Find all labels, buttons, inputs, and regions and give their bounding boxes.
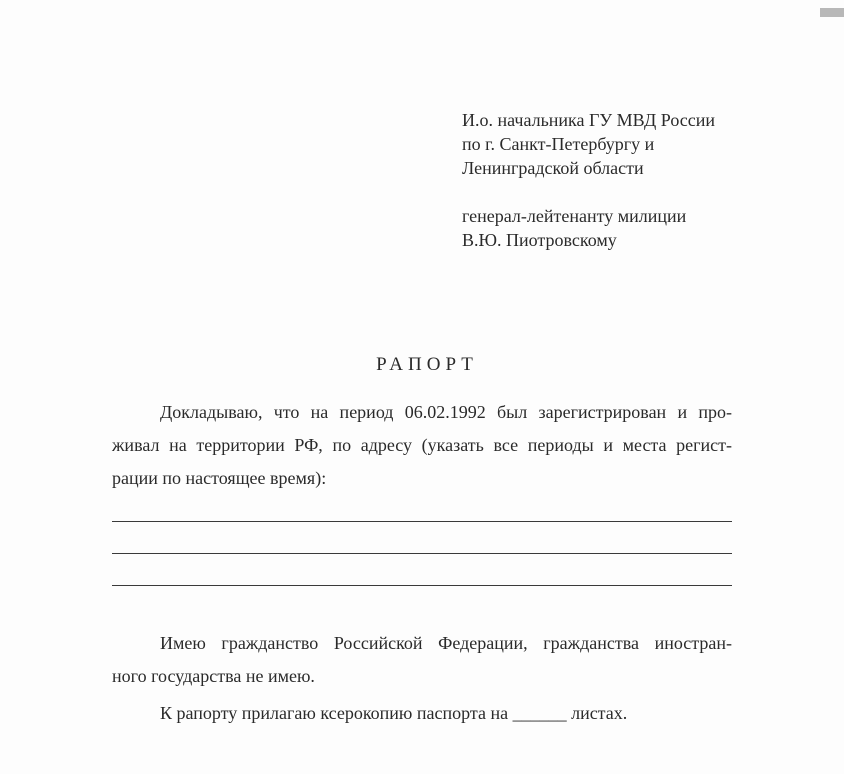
registration-line-2: живал на территории РФ, по адресу (указать все периоды и места регист- [112,435,732,455]
document-title: РАПОРТ [376,354,478,375]
citizenship-line-1: Имею гражданство Российской Федерации, гражданства иностран- [160,633,732,653]
addressee-rank: генерал-лейтенанту милиции [462,206,687,226]
addressee-region: Ленинградской области [462,158,644,178]
addressee-city: по г. Санкт-Петербургу и [462,134,655,154]
registration-paragraph [112,396,732,495]
fill-in-line[interactable] [112,585,732,586]
registration-line-3: рации по настоящее время): [112,468,327,488]
registration-line-1: Докладываю, что на период 06.02.1992 был зарегистрирован и про- [160,402,732,422]
fill-in-line[interactable] [112,553,732,554]
citizenship-line-2: ного государства не имею. [112,666,315,686]
citizenship-paragraph [112,627,732,693]
scan-edge-mark [820,8,844,17]
attachment-paragraph [112,697,732,730]
addressee-position: И.о. начальника ГУ МВД России [462,110,716,130]
attachment-line: К рапорту прилагаю ксерокопию паспорта на ______ листах. [160,703,628,723]
addressee-block [462,108,802,252]
addressee-name: В.Ю. Пиотровскому [462,230,617,250]
addressee-spacer [462,180,802,204]
fill-in-line[interactable] [112,521,732,522]
